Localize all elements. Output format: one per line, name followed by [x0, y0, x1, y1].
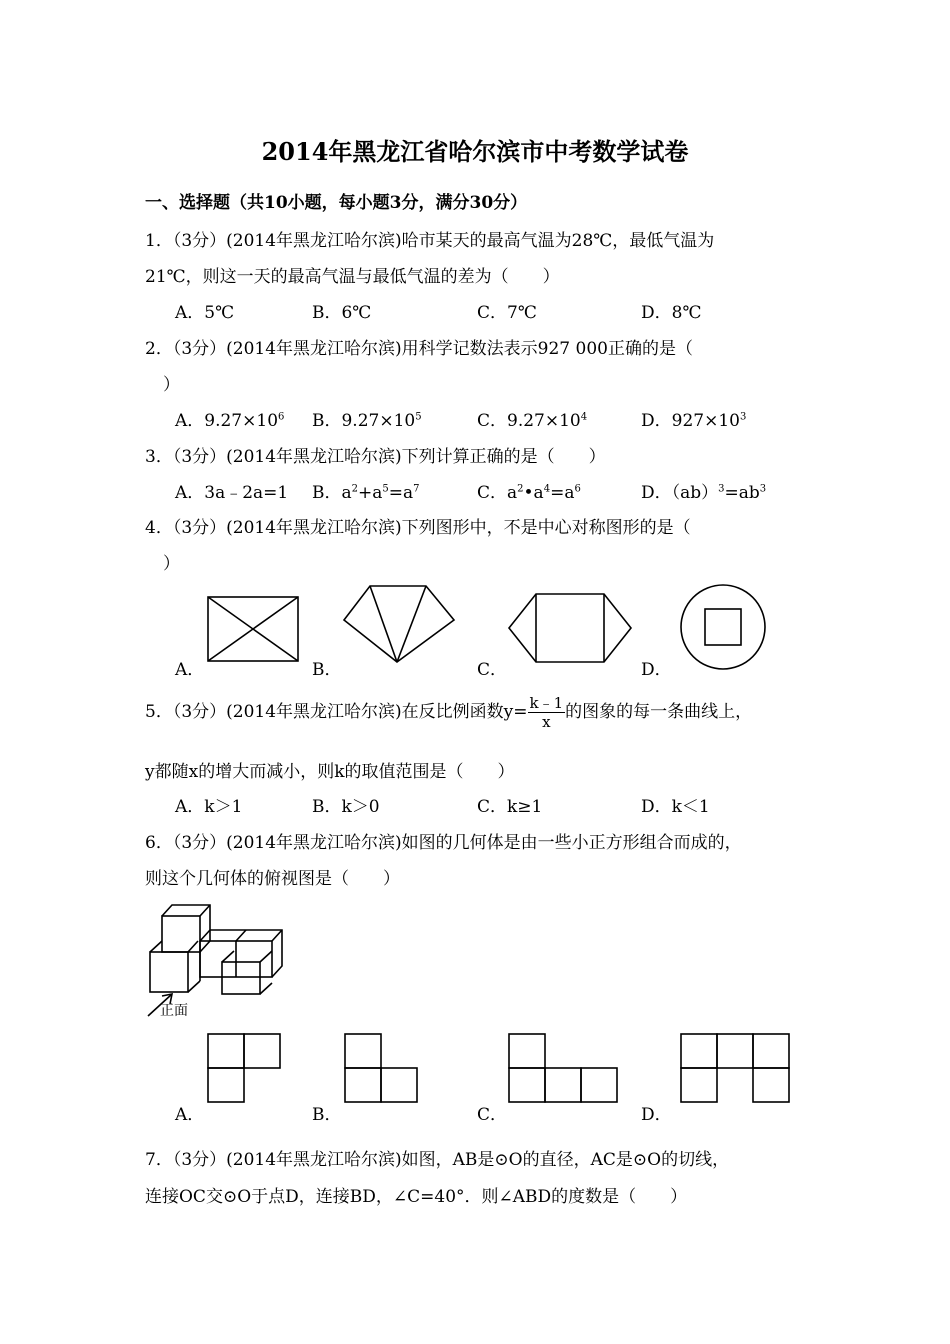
q4-label-b: B． — [312, 660, 342, 680]
q2-option-c: C．$9.27\times 10^4$ — [477, 411, 588, 431]
question-5-line-2: y都随x的增大而减小，则k的取值范围是（ ） — [145, 762, 515, 782]
q6-option-d-figure — [679, 1032, 791, 1106]
q6-option-c-figure — [507, 1032, 619, 1106]
question-4-line-2: ） — [163, 554, 180, 574]
q4-figure-c-hexagon — [506, 590, 634, 666]
question-7-line-1: 7．（3分）(2014年黑龙江哈尔滨)如图，AB是⊙O的直径，AC是⊙O的切线， — [145, 1150, 730, 1170]
q5-option-c: C．k≥1 — [477, 797, 543, 817]
q6-option-b-figure — [343, 1032, 419, 1106]
q4-figure-a-rectangle-diagonals — [205, 594, 301, 664]
q4-figure-d-circle-square — [678, 582, 768, 672]
question-3-line-1: 3．（3分）(2014年黑龙江哈尔滨)下列计算正确的是（ ） — [145, 447, 606, 467]
question-7-line-2: 连接OC交⊙O于点D，连接BD，∠C=40°．则∠ABD的度数是（ ） — [145, 1187, 688, 1207]
q6-label-c: C． — [477, 1105, 508, 1125]
q1-option-c: C．7℃ — [477, 303, 537, 323]
fraction: $\frac{k﹣1}{x}$ — [529, 694, 564, 731]
q5-option-b: B．k＞0 — [312, 797, 380, 817]
question-2-line-2: ） — [163, 375, 180, 395]
q1-option-b: B．6℃ — [312, 303, 372, 323]
question-4-line-1: 4．（3分）(2014年黑龙江哈尔滨)下列图形中，不是中心对称图形的是（ — [145, 518, 691, 538]
question-6-line-1: 6．（3分）(2014年黑龙江哈尔滨)如图的几何体是由一些小正方形组合而成的， — [145, 833, 742, 853]
q3-option-b: B．$a^2+a^5=a^7$ — [312, 483, 420, 503]
q6-label-b: B． — [312, 1105, 342, 1125]
q2-option-a: A．$9.27\times 10^6$ — [175, 411, 285, 431]
q3-option-d: D．$(ab)^3=ab^3$ — [641, 483, 767, 503]
question-1-line-1: 1．（3分）(2014年黑龙江哈尔滨)哈市某天的最高气温为28℃，最低气温为 — [145, 231, 715, 251]
q5-option-a: A．k＞1 — [175, 797, 243, 817]
front-view-label: 正面 — [160, 1003, 188, 1019]
question-5-line-1: 5．（3分）(2014年黑龙江哈尔滨)在反比例函数y= $\frac{k﹣1}{x}$ 的图象的每一条曲线上， — [145, 694, 753, 731]
q6-label-d: D． — [641, 1105, 672, 1125]
q1-option-a: A．5℃ — [175, 303, 235, 323]
question-2-line-1: 2．（3分）(2014年黑龙江哈尔滨)用科学记数法表示927 000正确的是（ — [145, 339, 693, 359]
q5-option-d: D．k＜1 — [641, 797, 710, 817]
q4-label-a: A． — [175, 660, 205, 680]
q4-figure-b-fan — [340, 582, 458, 666]
section-heading: 一、选择题（共10小题，每小题3分，满分30分） — [145, 193, 528, 213]
q3-option-a: A．3a﹣2a=1 — [175, 483, 289, 503]
page-title: 2014年黑龙江省哈尔滨市中考数学试卷 — [261, 137, 689, 166]
q4-label-c: C． — [477, 660, 508, 680]
q4-label-d: D． — [641, 660, 672, 680]
q6-option-a-figure — [206, 1032, 282, 1106]
q2-option-b: B．$9.27\times 10^5$ — [312, 411, 422, 431]
question-6-line-2: 则这个几何体的俯视图是（ ） — [145, 869, 400, 889]
q1-option-d: D．8℃ — [641, 303, 702, 323]
q2-option-d: D．$927\times 10^3$ — [641, 411, 747, 431]
q6-label-a: A． — [175, 1105, 205, 1125]
q3-option-c: C．$a^2•a^4=a^6$ — [477, 483, 581, 503]
question-1-line-2: 21℃，则这一天的最高气温与最低气温的差为（ ） — [145, 267, 560, 287]
